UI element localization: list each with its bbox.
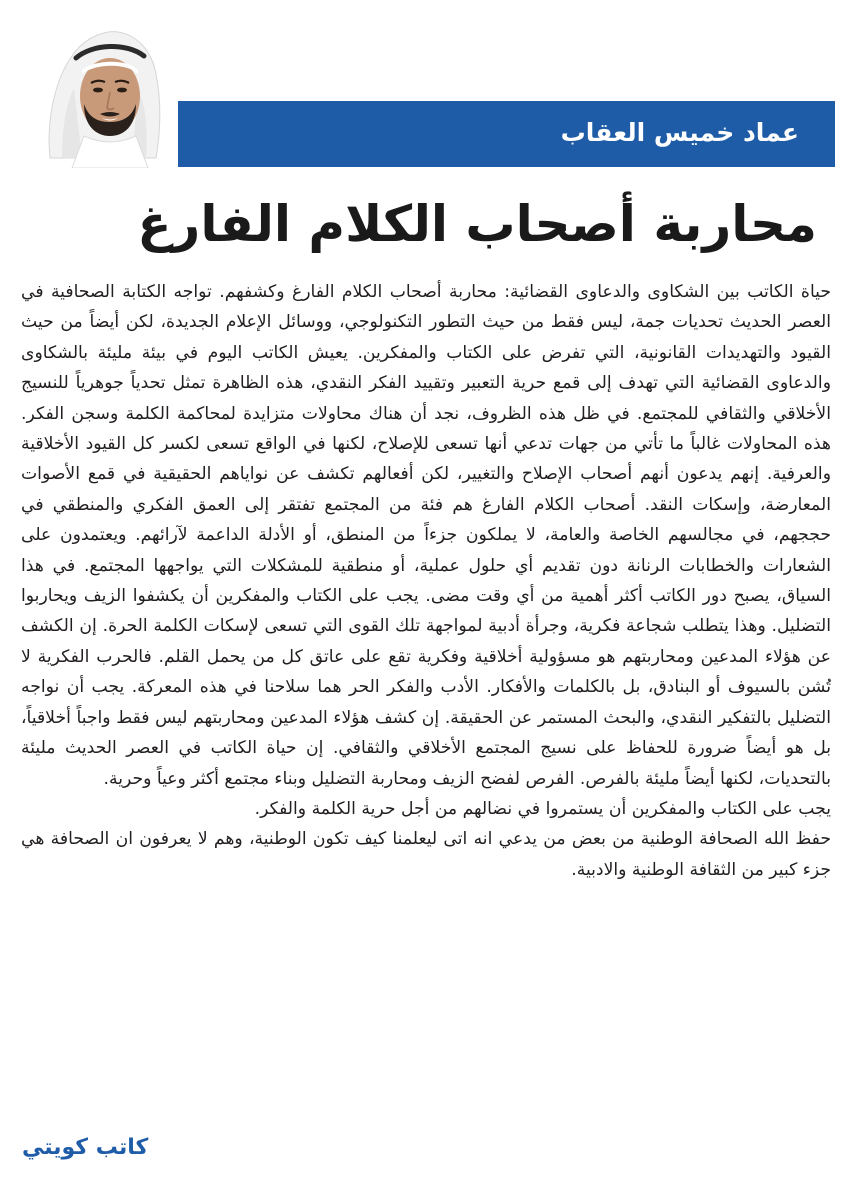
author-portrait-icon <box>22 8 182 168</box>
author-name: عماد خميس العقاب <box>560 118 799 147</box>
article-paragraph: حفظ الله الصحافة الوطنية من بعض من يدعي انه اتى ليعلمنا كيف تكون الوطنية، وهم لا يعرفون ان الصحافة هي جزء كبير من الثقافة الوطنية والادبية. <box>21 829 831 880</box>
author-portrait-icon <box>22 8 182 168</box>
article-paragraph: يجب على الكتاب والمفكرين أن يستمروا في نضالهم من أجل حرية الكلمة والفكر. <box>254 798 831 819</box>
writer-nationality-tag: كاتب كويتي <box>22 1135 149 1160</box>
article-paragraph: حياة الكاتب بين الشكاوى والدعاوى القضائية: محاربة أصحاب الكلام الفارغ وكشفهم. تواجه الكتابة الصحافية في العصر الحديث تحديات جمة، ليس فقط من حيث التطور التكنولوجي، ووسائل الإعلام الجديدة، لكن أيضاً من حيث القيود والتهديدات القانونية، التي تفرض على الكتاب والمفكرين. يعيش الكاتب اليوم في بيئة مليئة بالشكاوى والدعاوى القضائية التي تهدف إلى قمع حرية التعبير وتقييد الفكر النقدي، هذه الظاهرة تمثل تحدياً جوهرياً للنسيج الأخلاقي والثقافي للمجتمع. في ظل هذه الظروف، نجد أن هناك محاولات متزايدة لمحاكمة الكلمة وسجن الفكر. هذه المحاولات غالباً ما تأتي من جهات تدعي أنها تسعى للإصلاح، لكنها في الواقع تسعى لكسر كل القيود الأخلاقية والعرفية. إنهم يدعون أنهم أصحاب الإصلاح والتغيير، لكن أفعالهم تكشف عن نواياهم الحقيقية في قمع الأصوات المعارضة، وإسكات النقد. أصحاب الكلام الفارغ هم فئة من المجتمع تفتقر إلى العمق الفكري والمنطقي في حججهم، في مجالسهم الخاصة والعامة، لا يملكون جزءاً من المنطق، أو الأدلة الداعمة لآرائهم. ويعتمدون على الشعارات والخطابات الرنانة دون تقديم أي حلول عملية، أو منطقية للمشكلات التي يواجهها المجتمع. في هذا السياق، يصبح دور الكاتب أكثر أهمية من أي وقت مضى. يجب على الكتاب والمفكرين أن يكشفوا الزيف ويحاربوا التضليل. وهذا يتطلب شجاعة فكرية، وجرأة أدبية لمواجهة تلك القوى التي تسعى لإسكات الكلمة الحرة. إن الكشف عن هؤلاء المدعين ومحاربتهم هو مسؤولية أخلاقية وفكرية تقع على عاتق كل من يحمل القلم. فالحرب الفكرية لا تُشن بالسيوف أو البنادق، بل بالكلمات والأفكار. الأدب والفكر الحر هما سلاحنا في هذه المعركة. يجب أن نواجه التضليل بالتفكير النقدي، والبحث المستمر عن الحقيقة. إن كشف هؤلاء المدعين ومحاربتهم ليس فقط واجباً أخلاقياً، بل هو أيضاً ضرورة للحفاظ على نسيج المجتمع الأخلاقي والثقافي. إن حياة الكاتب في العصر الحديث مليئة بالتحديات، لكنها أيضاً مليئة بالفرص. الفرص لفضح الزيف ومحاربة التضليل وبناء مجتمع أكثر وعياً وحرية. <box>21 282 831 789</box>
article-title: محاربة أصحاب الكلام الفارغ <box>137 195 817 253</box>
article-body <box>21 277 831 885</box>
author-name-bar <box>178 101 835 167</box>
